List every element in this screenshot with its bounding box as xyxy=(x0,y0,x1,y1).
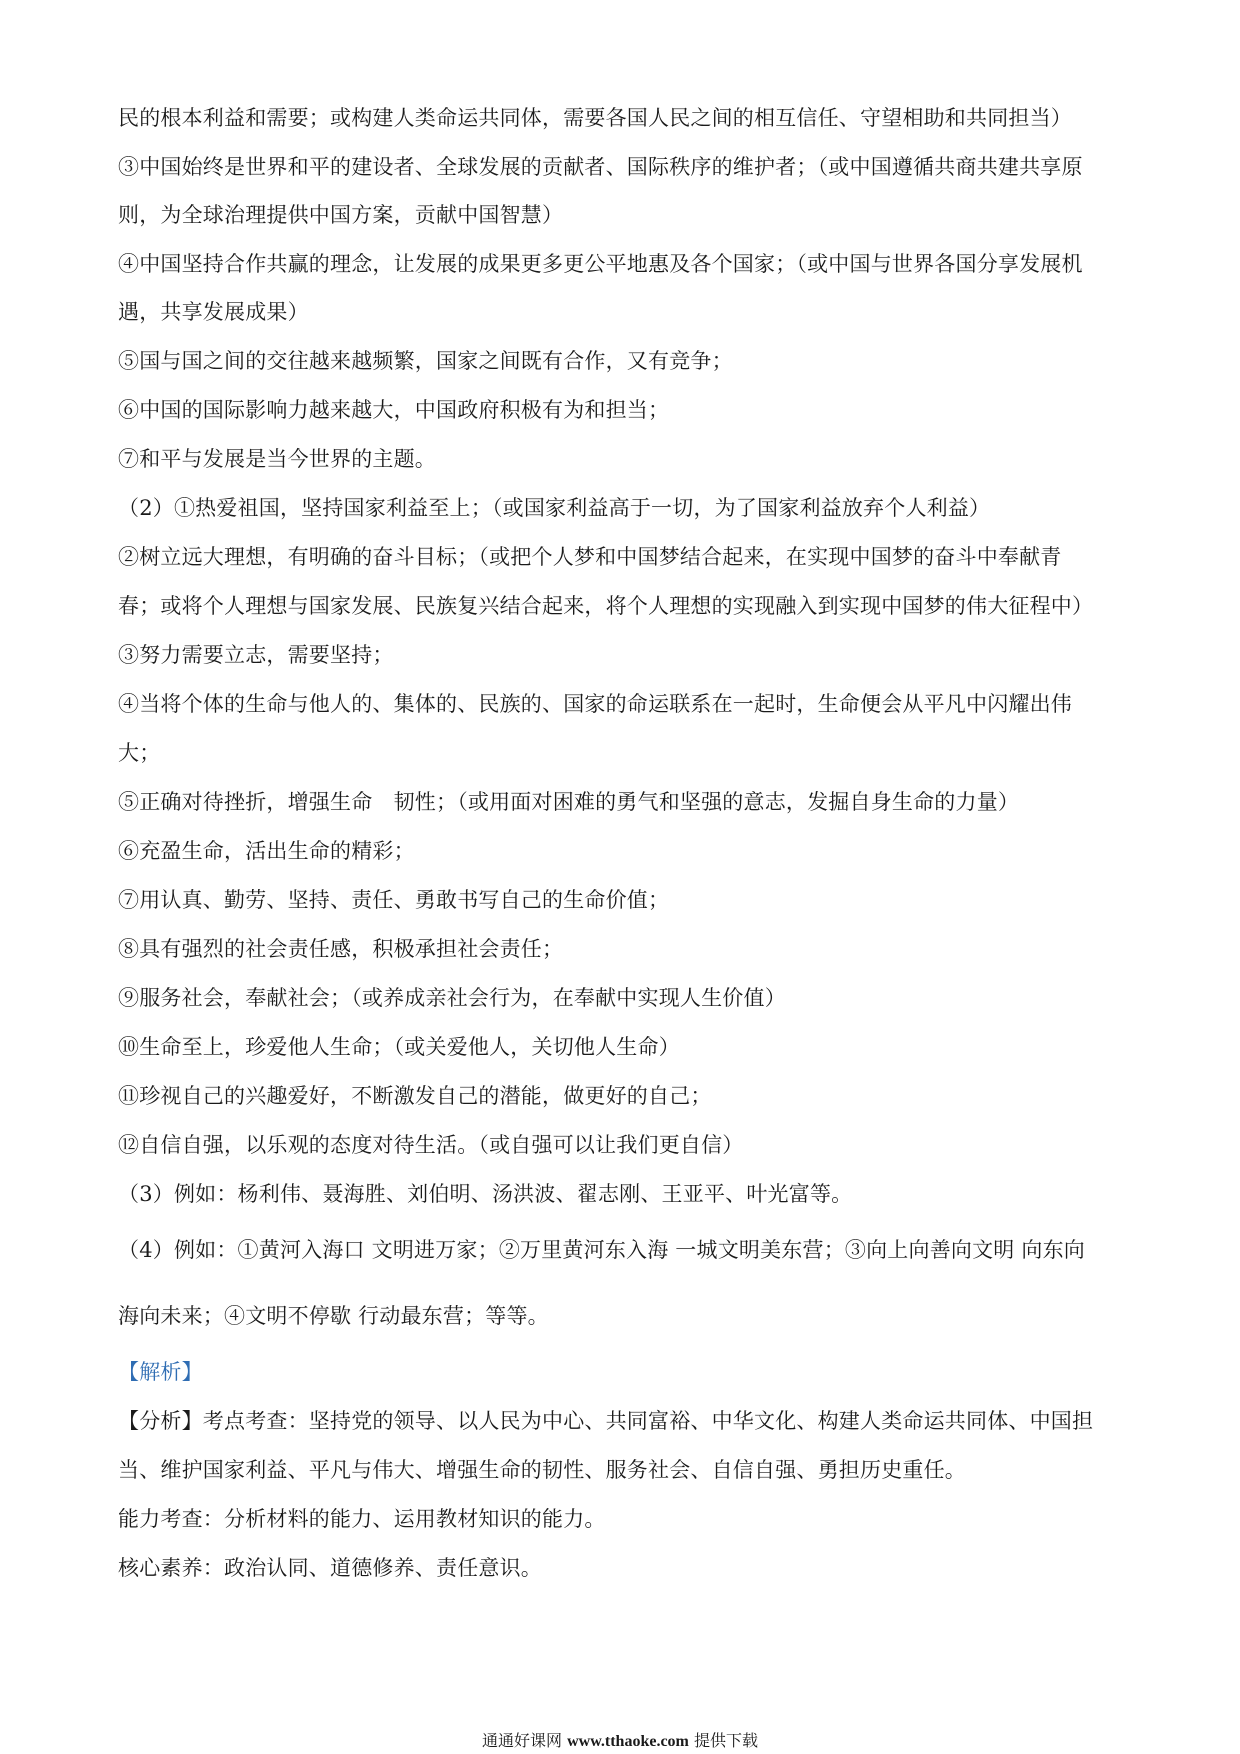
analysis-line: 当、维护国家利益、平凡与伟大、增强生命的韧性、服务社会、自信自强、勇担历史重任。 xyxy=(118,1458,966,1482)
answer-line: ④中国坚持合作共赢的理念，让发展的成果更多更公平地惠及各个国家；（或中国与世界各国分享发展机 xyxy=(118,252,1083,276)
answer-line: （2）①热爱祖国，坚持国家利益至上；（或国家利益高于一切，为了国家利益放弃个人利益） xyxy=(118,496,991,520)
footer-note: 提供下载 xyxy=(693,1731,758,1750)
answer-line: ⑦用认真、勤劳、坚持、责任、勇敢书写自己的生命价值； xyxy=(118,888,670,912)
answer-line: ⑥充盈生命，活出生命的精彩； xyxy=(118,839,415,863)
analysis-heading: 【解析】 xyxy=(118,1360,203,1384)
answer-line: （4）例如：①黄河入海口 文明进万家；②万里黄河东入海 一城文明美东营；③向上向善向文明 向东向 xyxy=(118,1238,1085,1262)
footer-site-link[interactable]: www.tthaoke.com xyxy=(567,1733,689,1750)
answer-line: ⑥中国的国际影响力越来越大，中国政府积极有为和担当； xyxy=(118,398,670,422)
answer-line: ⑪珍视自己的兴趣爱好，不断激发自己的潜能，做更好的自己； xyxy=(118,1084,712,1108)
analysis-line: 【分析】考点考查：坚持党的领导、以人民为中心、共同富裕、中华文化、构建人类命运共同体、中国担 xyxy=(118,1409,1094,1433)
answer-line: 则，为全球治理提供中国方案，贡献中国智慧） xyxy=(118,203,564,227)
answer-line: 大； xyxy=(118,741,161,765)
answer-line: 民的根本利益和需要；或构建人类命运共同体，需要各国人民之间的相互信任、守望相助和共同担当） xyxy=(118,106,1072,130)
answer-line: ④当将个体的生命与他人的、集体的、民族的、国家的命运联系在一起时，生命便会从平凡中闪耀出伟 xyxy=(118,692,1072,716)
answer-line: ⑤国与国之间的交往越来越频繁，国家之间既有合作，又有竞争； xyxy=(118,349,733,373)
answer-line: （3）例如：杨利伟、聂海胜、刘伯明、汤洪波、翟志刚、王亚平、叶光富等。 xyxy=(118,1182,853,1206)
answer-line: 遇，共享发展成果） xyxy=(118,300,309,324)
answer-line: ⑩生命至上，珍爱他人生命；（或关爱他人，关切他人生命） xyxy=(118,1035,680,1059)
answer-line: ⑧具有强烈的社会责任感，积极承担社会责任； xyxy=(118,937,564,961)
answer-line: 海向未来；④文明不停歇 行动最东营；等等。 xyxy=(118,1304,549,1328)
answer-line: ③努力需要立志，需要坚持； xyxy=(118,643,394,667)
answer-line: ⑤正确对待挫折，增强生命 韧性；（或用面对困难的勇气和坚强的意志，发掘自身生命的力量） xyxy=(118,790,1020,814)
answer-line: 春；或将个人理想与国家发展、民族复兴结合起来，将个人理想的实现融入到实现中国梦的伟大征程中） xyxy=(118,594,1094,618)
answer-line: ②树立远大理想，有明确的奋斗目标；（或把个人梦和中国梦结合起来，在实现中国梦的奋斗中奉献青 xyxy=(118,545,1062,569)
answer-line: ⑦和平与发展是当今世界的主题。 xyxy=(118,447,436,471)
page-footer xyxy=(0,1730,1240,1753)
analysis-line: 核心素养：政治认同、道德修养、责任意识。 xyxy=(118,1556,542,1580)
answer-line: ⑨服务社会，奉献社会；（或养成亲社会行为，在奉献中实现人生价值） xyxy=(118,986,786,1010)
analysis-line: 能力考查：分析材料的能力、运用教材知识的能力。 xyxy=(118,1507,606,1531)
answer-line: ③中国始终是世界和平的建设者、全球发展的贡献者、国际秩序的维护者；（或中国遵循共商共建共享原 xyxy=(118,155,1083,179)
answer-line: ⑫自信自强，以乐观的态度对待生活。（或自强可以让我们更自信） xyxy=(118,1133,744,1157)
footer-brand: 通通好课网 xyxy=(482,1731,563,1750)
